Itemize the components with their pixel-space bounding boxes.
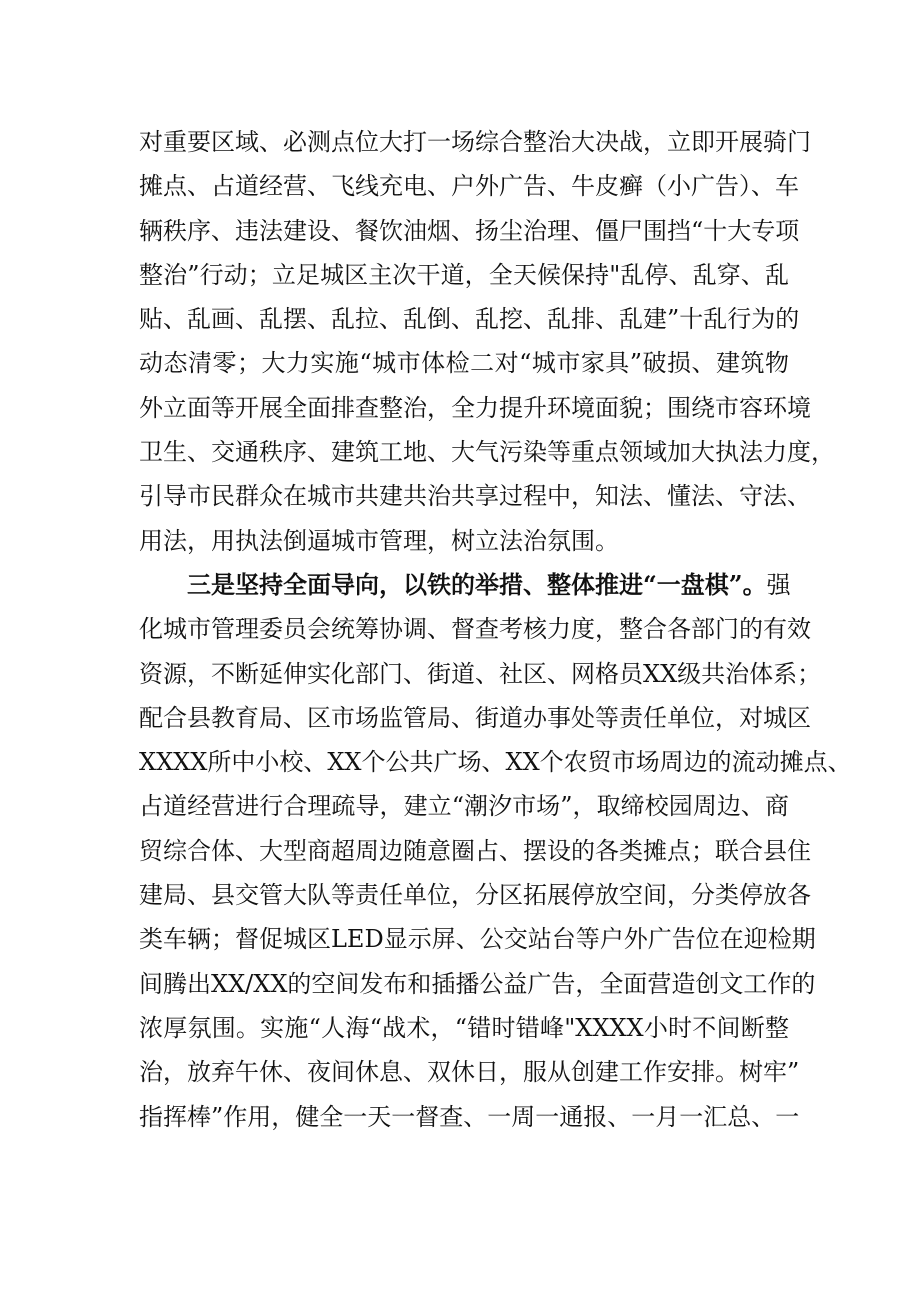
text-line: 治，放弃午休、夜间休息、双休日，服从创建工作安排。树牢”: [139, 1058, 800, 1087]
paragraph-1: [139, 120, 835, 563]
text-line: 整治”行动；立足城区主次干道，全天候保持"乱停、乱穿、乱: [139, 260, 789, 289]
heading-tail-text: 强: [766, 570, 791, 599]
text-line: 用法，用执法倒逼城市管理，树立法治氛围。: [139, 526, 619, 555]
text-line: 间腾出XX/XX的空间发布和插播公益广告，全面营造创文工作的: [139, 969, 816, 998]
text-line: 建局、县交管大队等责任单位，分区拓展停放空间，分类停放各: [139, 881, 811, 910]
text-line: 占道经营进行合理疏导，建立“潮汐市场”，取缔校园周边、商: [139, 792, 789, 821]
text-line: 外立面等开展全面排查整治，全力提升环境面貌；围绕市容环境: [139, 393, 811, 422]
text-line: 辆秩序、违法建设、餐饮油烟、扬尘治理、僵尸围挡“十大专项: [139, 216, 800, 245]
text-line: 贸综合体、大型商超周边随意圈占、摆设的各类摊点；联合县住: [139, 836, 811, 865]
text-line: 对重要区域、必测点位大打一场综合整治大决战，立即开展骑门: [139, 128, 811, 156]
text-line: 浓厚氛围。实施“人海“战术，“错时错峰"XXXX小时不间断整: [139, 1013, 789, 1042]
body-text: [139, 120, 852, 1139]
text-line: 引导市民群众在城市共建共治共享过程中，知法、懂法、守法、: [139, 482, 811, 511]
text-line: 动态清零；大力实施“城市体检二对“城市家具”破损、建筑物: [139, 349, 789, 378]
paragraph-heading: 三是坚持全面导向，以铁的举措、整体推进“一盘棋”。: [187, 569, 767, 599]
text-line: 资源，不断延伸实化部门、街道、社区、网格员XX级共治体系；: [139, 659, 822, 688]
text-line: XXXX所中小校、XX个公共广场、XX个农贸市场周边的流动摊点、: [139, 748, 852, 777]
text-line: 化城市管理委员会统筹协调、督查考核力度，整合各部门的有效: [139, 615, 811, 644]
text-line: 贴、乱画、乱摆、乱拉、乱倒、乱挖、乱排、乱建”十乱行为的: [139, 305, 800, 334]
text-line: 摊点、占道经营、飞线充电、户外广告、牛皮癣（小广告）、车: [139, 172, 799, 201]
text-line: 类车辆；督促城区LED显示屏、公交站台等户外广告位在迎检期: [139, 925, 816, 954]
paragraph-heading-line: [139, 563, 789, 607]
paragraph-2: [139, 563, 852, 1139]
text-line: 指挥棒”作用，健全一天一督查、一周一通报、一月一汇总、一: [139, 1102, 800, 1131]
text-line: 配合县教育局、区市场监管局、街道办事处等责任单位，对城区: [139, 703, 811, 732]
text-line: 卫生、交通秩序、建筑工地、大气污染等重点领域加大执法力度，: [139, 438, 835, 467]
